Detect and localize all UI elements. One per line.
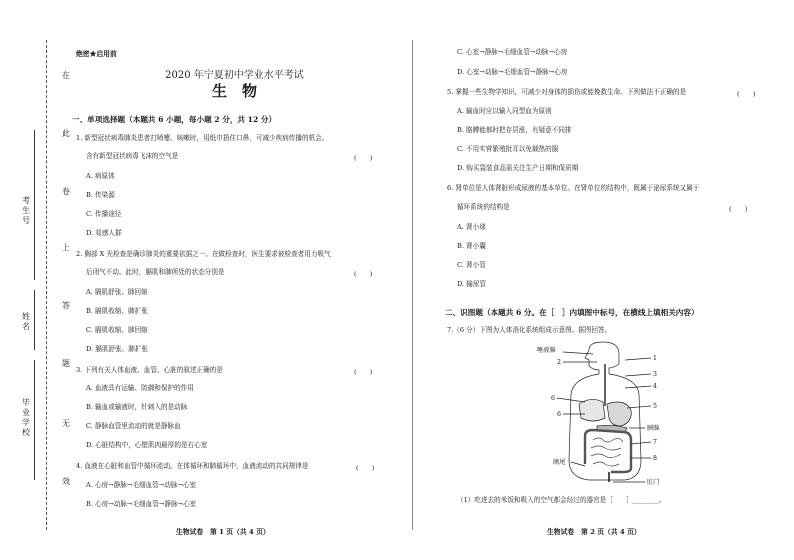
small-intestine (591, 438, 623, 466)
option-2b[interactable]: B. 膈肌收缩、肺扩张 (86, 307, 148, 315)
option-6c[interactable]: C. 肾小管 (457, 261, 486, 269)
label-num-8: 8 (653, 455, 657, 462)
option-4c[interactable]: C. 心室→静脉→毛细血管→动脉→心房 (457, 48, 568, 56)
exam-title: 2020 年宁夏初中学业水平考试 (165, 70, 304, 81)
label-num-5: 5 (653, 403, 657, 410)
question-1-line-1: 1. 新型冠状病毒肺炎患者打喷嚏、咳嗽时，用纸巾捂住口鼻，可减少疾病传播的机会。 (76, 134, 329, 142)
stomach (607, 402, 631, 426)
page-1 (72, 0, 397, 560)
option-5d[interactable]: D. 购买袋装食品需关注生产日期和保质期 (457, 164, 579, 172)
field-label-name: 姓名 (22, 312, 30, 331)
seal-char: 效 (62, 477, 70, 486)
section-2-title: 二、识图题（本题共 6 分。在［ ］内填图中标号，在横线上填相关内容） (445, 308, 699, 317)
answer-paren-5[interactable]: ( ) (737, 90, 756, 98)
label-appendix: 阑尾 (553, 459, 566, 466)
label-salivary-gland: 唾液腺 (537, 347, 556, 354)
label-num-2: 2 (557, 359, 561, 366)
answer-paren-3[interactable]: ( ) (354, 368, 373, 376)
question-6-line-1: 6. 肾单位是人体肾脏形成尿液的基本单位。在肾单位的结构中，既属于泌尿系统又属于 (447, 184, 700, 192)
label-num-4: 4 (653, 383, 657, 390)
subject-title: 生 物 (211, 82, 257, 100)
page-2 (445, 0, 775, 560)
answer-paren-6[interactable]: ( ) (729, 205, 748, 213)
question-4-line-1: 4. 血液在心脏和血管中循环流动。在体循环和肺循环中，血液流动的共同规律是 (76, 462, 309, 470)
answer-paren-2[interactable]: ( ) (354, 270, 373, 278)
label-num-6b: 6 (557, 411, 561, 418)
seal-char: 答 (62, 301, 70, 310)
option-2a[interactable]: A. 膈肌舒张、肺回缩 (86, 288, 148, 296)
seal-char: 题 (62, 359, 70, 368)
section-1-title: 一、单项选择题（本题共 6 小题，每小题 2 分，共 12 分） (72, 115, 277, 124)
option-3c[interactable]: C. 静脉血管里流动的就是静脉血 (86, 422, 181, 430)
option-1c[interactable]: C. 传播途径 (86, 210, 122, 218)
question-3-line-1: 3. 下列有关人体血液、血管、心脏的叙述正确的是 (76, 366, 223, 374)
option-1d[interactable]: D. 易感人群 (86, 229, 122, 237)
page-footer-right: 生物试卷 第 2 页（共 4 页） (547, 528, 641, 536)
question-5-line-1: 5. 掌握一些生物学知识，可减少对身体的损伤或能挽救生命。下列做法不正确的是 (447, 88, 687, 96)
option-5c[interactable]: C. 不用实营繁殖批耳以免载热的服 (457, 145, 559, 153)
option-2d[interactable]: D. 膈肌舒张、肺扩张 (86, 345, 148, 353)
page-divider (412, 40, 413, 530)
option-5a[interactable]: A. 输血时应以输入同型血为原则 (457, 107, 552, 115)
seal-line (46, 40, 47, 530)
option-4d[interactable]: D. 心室→动脉→毛细血管→静脉→心房 (457, 68, 568, 76)
label-anus: 肛门 (647, 479, 660, 486)
question-7-stem: 7.（6 分）下图为人体消化系统组成示意图。据图回答。 (447, 326, 612, 334)
option-1b[interactable]: B. 传染源 (86, 191, 115, 199)
option-4b[interactable]: B. 心房→动脉→毛细血管→静脉→心室 (86, 500, 197, 508)
option-2c[interactable]: C. 膈肌收缩、肺回缩 (86, 326, 148, 334)
seal-char: 无 (62, 419, 70, 428)
answer-paren-1[interactable]: ( ) (354, 154, 373, 162)
question-1-line-2: 含有新型冠状病毒飞沫的空气是 (86, 152, 179, 160)
field-label-candidate-number: 考生号 (22, 196, 30, 225)
question-2-line-1: 2. 胸部 X 光检查是确诊肺炎的重要依据之一。在做检查时，医生要求被检查者用力吸气 (76, 250, 331, 258)
option-5b[interactable]: B. 胳膊能都时把存居涨，有疑意不同排 (457, 126, 572, 134)
digestive-system-diagram (533, 340, 673, 488)
page-footer-left: 生物试卷 第 1 页（共 4 页） (176, 528, 270, 536)
label-num-7: 7 (653, 439, 657, 446)
option-3b[interactable]: B. 输血或输液时，针刺入的是动脉 (86, 403, 188, 411)
option-6a[interactable]: A. 肾小球 (457, 223, 486, 231)
label-num-6: 6 (551, 395, 555, 402)
option-1a[interactable]: A. 病原体 (86, 172, 115, 180)
field-line-school[interactable] (34, 360, 35, 480)
question-7-sub-1[interactable]: （1）吃进去的米饭和吸入的空气都会经过的器官是［ ］________。 (457, 496, 666, 504)
label-pancreas: 胰腺 (647, 425, 660, 432)
field-label-school: 毕业学校 (22, 398, 30, 437)
secret-mark: 绝密★启用前 (76, 50, 117, 58)
question-6-line-2: 循环系统的结构是 (457, 203, 510, 211)
option-4a[interactable]: A. 心房→静脉→毛细血管→动脉→心室 (86, 481, 197, 489)
seal-char: 在 (62, 71, 70, 80)
option-3a[interactable]: A. 血液具有运输、防御和保护的作用 (86, 384, 194, 392)
label-num-1: 1 (653, 355, 657, 362)
liver (579, 399, 605, 421)
field-line-candidate-number[interactable] (34, 130, 35, 280)
question-2-line-2: 后闭气不动。此时，膈肌和肺所处的状态分别是 (86, 268, 225, 276)
field-line-name[interactable] (34, 290, 35, 350)
seal-char: 卷 (62, 187, 70, 196)
option-3d[interactable]: D. 心脏结构中，心壁肌肉最厚的是右心室 (86, 441, 208, 449)
seal-char: 此 (62, 129, 70, 138)
binding-margin (0, 0, 70, 560)
seal-char: 上 (62, 243, 70, 252)
label-num-3: 3 (653, 371, 657, 378)
option-6b[interactable]: B. 肾小囊 (457, 242, 486, 250)
answer-paren-4[interactable]: ( ) (356, 464, 375, 472)
option-6d[interactable]: D. 输尿管 (457, 280, 487, 288)
